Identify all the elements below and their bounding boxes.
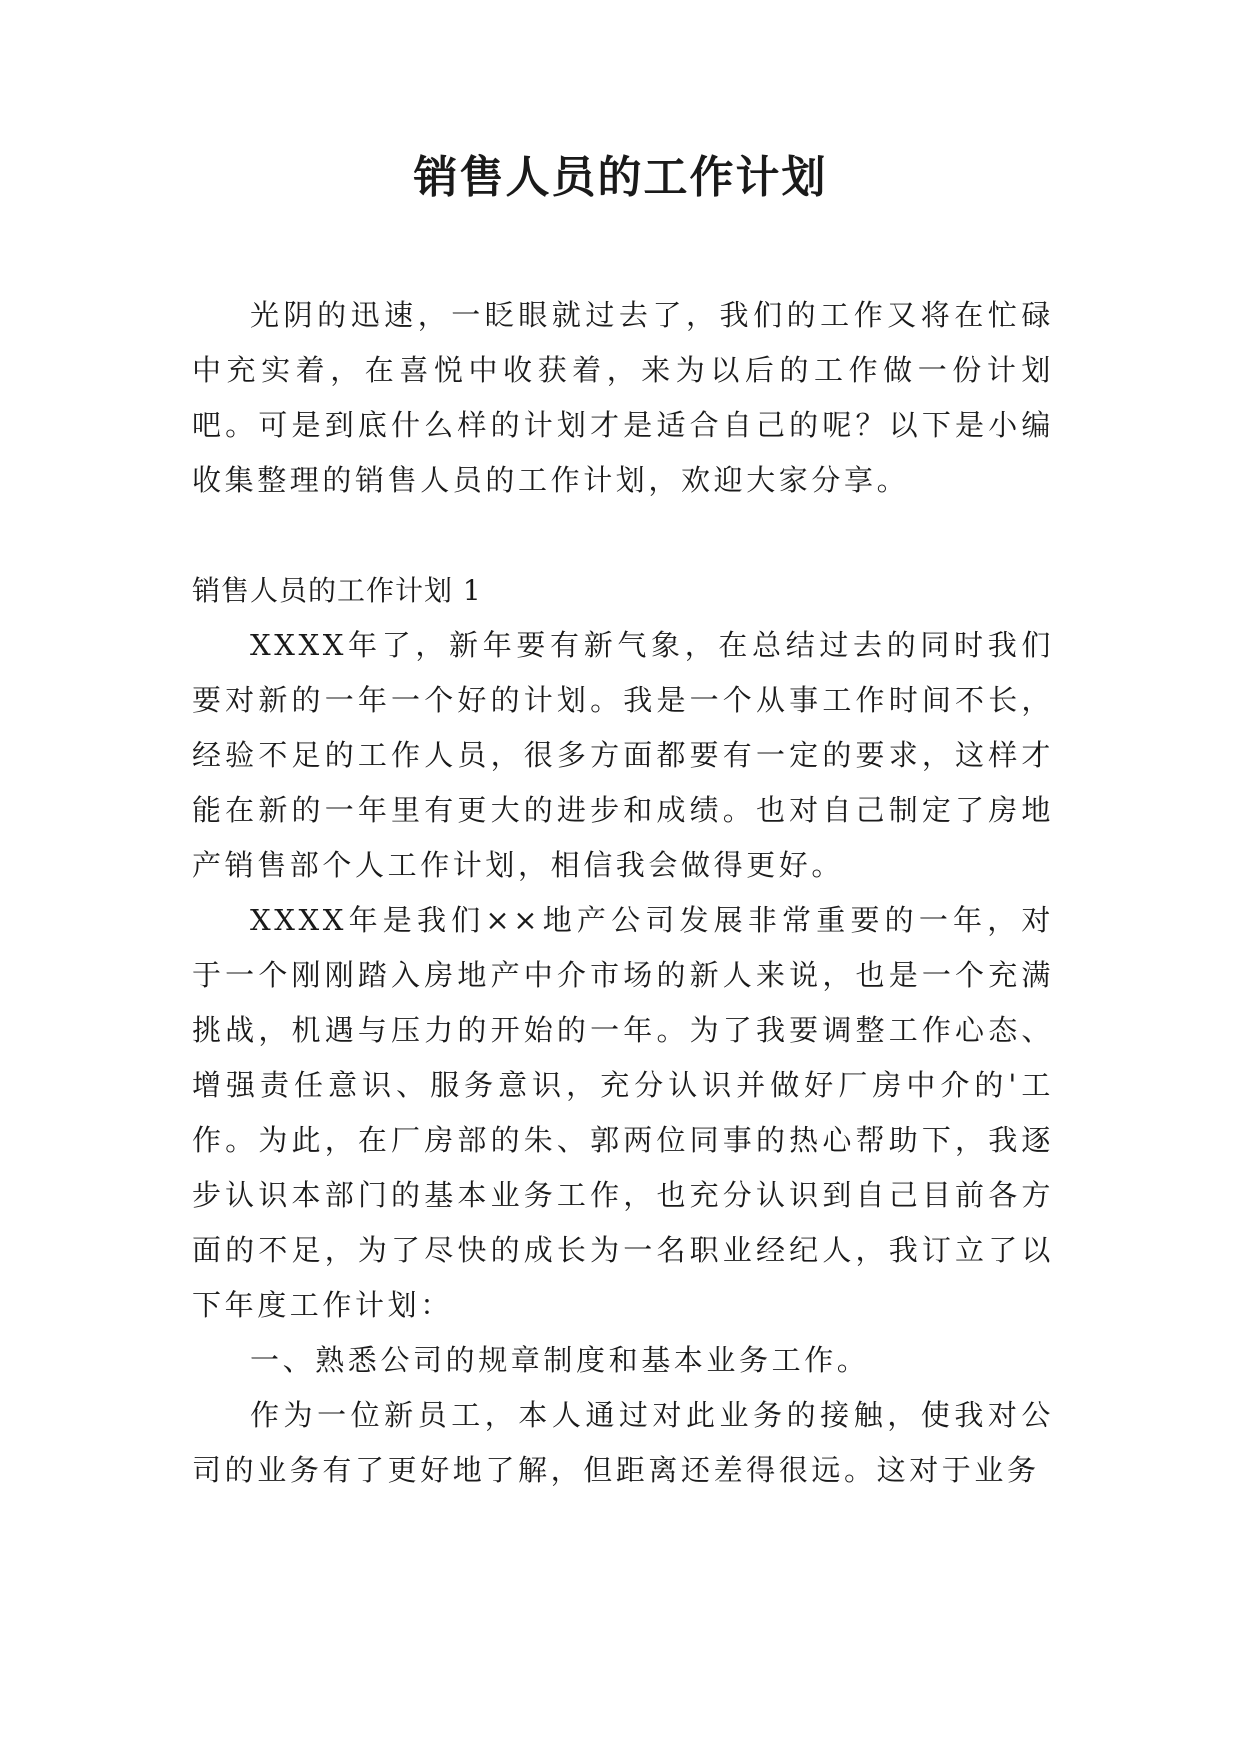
document-body <box>192 288 1054 1498</box>
body-paragraph: 作为一位新员工，本人通过对此业务的接触，使我对公司的业务有了更好地了解，但距离还差得很远。这对于业务 <box>192 1398 1054 1487</box>
document-title: 销售人员的工作计划 <box>413 152 828 203</box>
body-paragraph: XXXX年是我们××地产公司发展非常重要的一年，对于一个刚刚踏入房地产中介市场的新人来说，也是一个充满挑战，机遇与压力的开始的一年。为了我要调整工作心态、增强责任意识、服务意识，充分认识并做好厂房中介的'工作。为此，在厂房部的朱、郭两位同事的热心帮助下，我逐步认识本部门的基本业务工作，也充分认识到自己目前各方面的不足，为了尽快的成长为一名职业经纪人，我订立了以下年度工作计划： <box>192 903 1054 1322</box>
body-paragraph: 一、熟悉公司的规章制度和基本业务工作。 <box>250 1343 870 1377</box>
intro-paragraph: 光阴的迅速，一眨眼就过去了，我们的工作又将在忙碌中充实着，在喜悦中收获着，来为以后的工作做一份计划吧。可是到底什么样的计划才是适合自己的呢？以下是小编收集整理的销售人员的工作计划，欢迎大家分享。 <box>192 298 1054 497</box>
body-paragraph: XXXX年了，新年要有新气象，在总结过去的同时我们要对新的一年一个好的计划。我是一个从事工作时间不长，经验不足的工作人员，很多方面都要有一定的要求，这样才能在新的一年里有更大的进步和成绩。也对自己制定了房地产销售部个人工作计划，相信我会做得更好。 <box>192 628 1054 882</box>
section-heading: 销售人员的工作计划 1 <box>192 574 482 607</box>
